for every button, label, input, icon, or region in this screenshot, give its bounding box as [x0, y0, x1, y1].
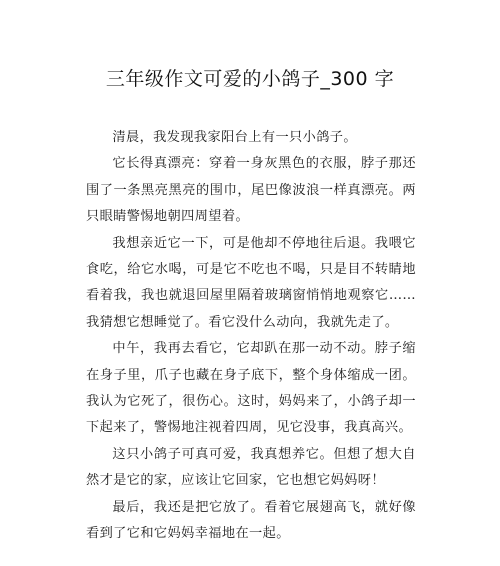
paragraph-1: 清晨，我发现我家阳台上有一只小鸽子。 [112, 130, 357, 145]
paragraph-3: 我想亲近它一下，可是他却不停地往后退。我喂它食吃，给它水喝，可是它不吃也不喝，只是目不转睛地看着我，我也就退回屋里隔着玻璃窗悄悄地观察它……我猜想它想睡觉了。看它没什么动向，我就先走了。 [86, 235, 416, 330]
paragraph-6: 最后，我还是把它放了。看着它展翅高飞，就好像看到了它和它妈妈幸福地在一起。 [86, 499, 416, 542]
paragraph-2: 它长得真漂亮：穿着一身灰黑色的衣服，脖子那还围了一条黑亮黑亮的围巾，尾巴像波浪一样真漂亮。两只眼睛警惕地朝四周望着。 [86, 156, 416, 225]
essay-body [86, 125, 416, 548]
paragraph-4: 中午，我再去看它，它却趴在那一动不动。脖子缩在身子里，爪子也藏在身子底下，整个身体缩成一团。我认为它死了，很伤心。这时，妈妈来了，小鸽子却一下起来了，警惕地注视着四周，见它没事，我真高兴。 [86, 341, 416, 436]
paragraph-5: 这只小鸽子可真可爱，我真想养它。但想了想大自然才是它的家，应该让它回家，它也想它妈妈呀！ [86, 446, 416, 489]
document-title: 三年级作文可爱的小鸽子_300 字 [105, 68, 395, 90]
